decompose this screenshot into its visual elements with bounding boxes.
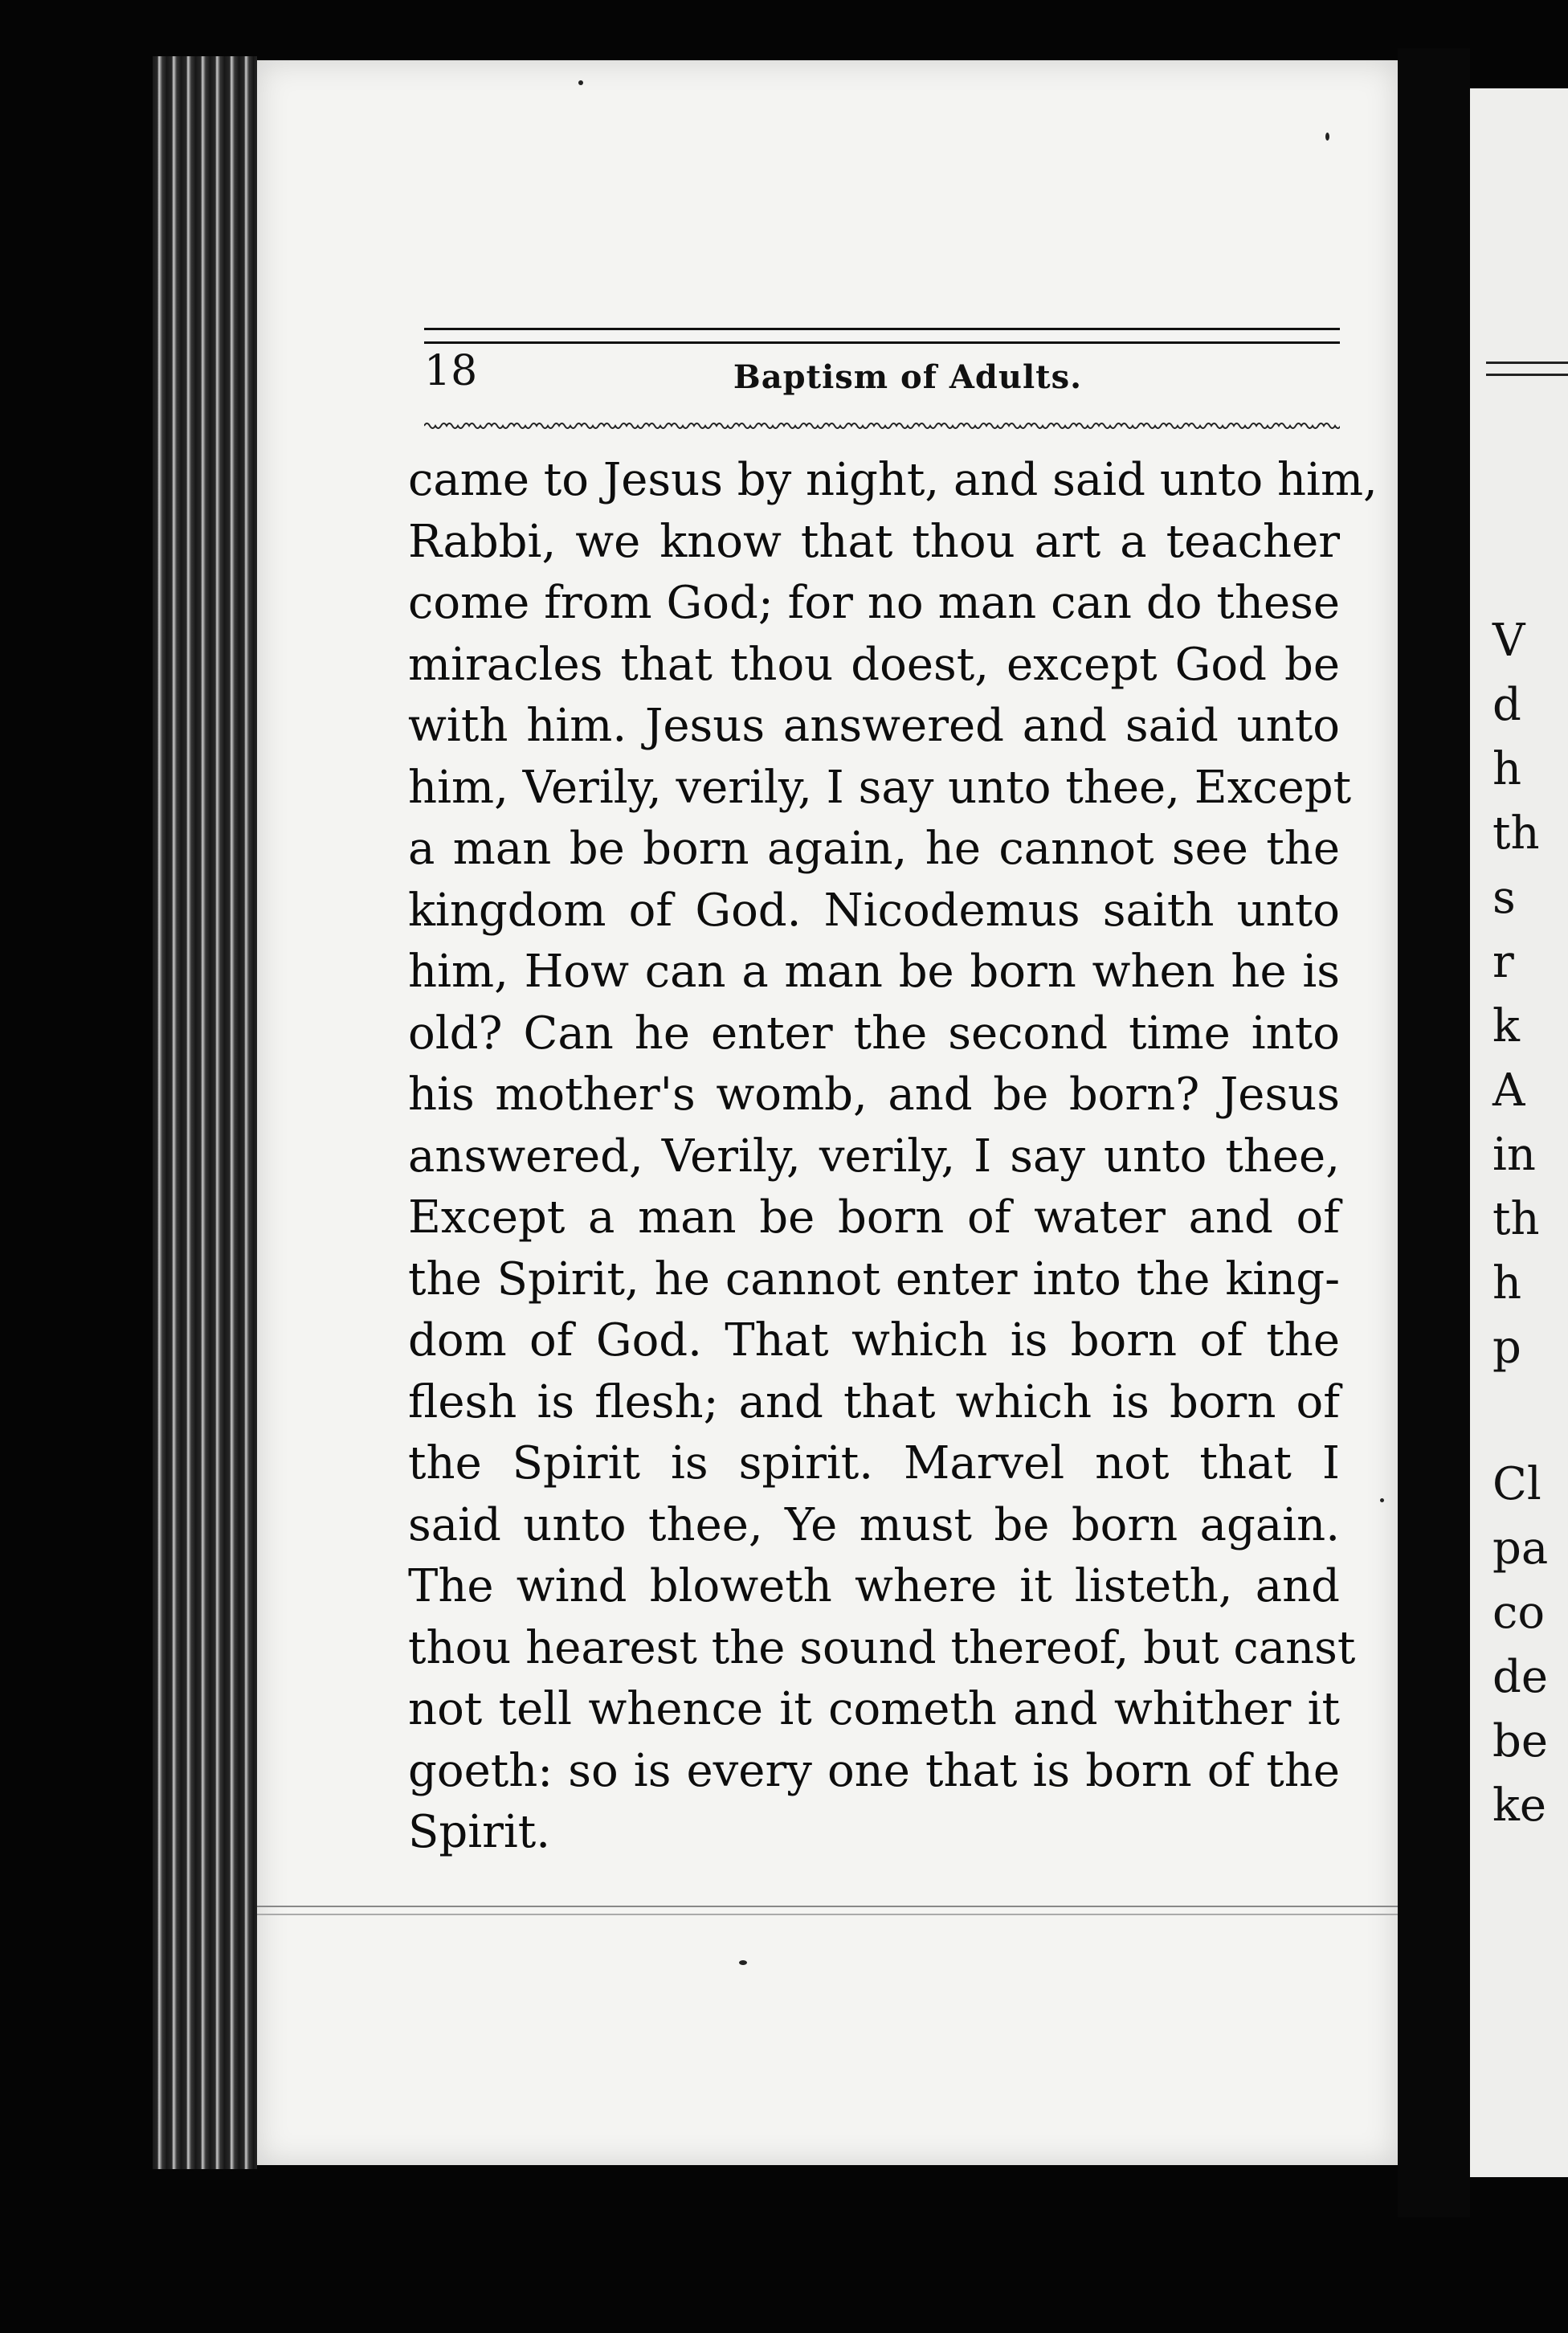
header-double-rule (424, 328, 1340, 344)
next-page-fragment: co (1492, 1587, 1546, 1639)
next-page-fragment: de (1492, 1651, 1548, 1703)
text-line: the Spirit is spirit. Marvel not that I (408, 1437, 1340, 1489)
text-line: The wind bloweth where it listeth, and (408, 1560, 1340, 1612)
text-line: him, Verily, verily, I say unto thee, Except (408, 761, 1352, 814)
ink-speck (1325, 133, 1329, 141)
text-line: said unto thee, Ye must be born again. (408, 1498, 1340, 1551)
text-line: not tell whence it cometh and whither it (408, 1683, 1340, 1735)
next-page-fragment: h (1492, 743, 1522, 795)
next-page-fragment: V (1492, 615, 1525, 667)
text-line: thou hearest the sound thereof, but canst (408, 1621, 1356, 1674)
text-line: with him. Jesus answered and said unto (408, 700, 1340, 752)
text-line: flesh is flesh; and that which is born of (408, 1375, 1340, 1428)
text-line: him, How can a man be born when he is (408, 946, 1340, 998)
text-line: kingdom of God. Nicodemus saith unto (408, 884, 1340, 937)
text-line: his mother's womb, and be born? Jesus (408, 1068, 1340, 1121)
next-page-fragment: th (1492, 807, 1540, 860)
next-page-fragment: ke (1492, 1779, 1547, 1832)
next-page-fragment: pa (1492, 1522, 1549, 1575)
text-line: Except a man be born of water and of (408, 1191, 1340, 1244)
text-line: old? Can he enter the second time into (408, 1007, 1340, 1060)
next-page-header-rule (1486, 362, 1568, 376)
next-page-fragment: p (1492, 1322, 1521, 1374)
book-gutter (1398, 48, 1470, 2217)
page-edges (153, 56, 257, 2169)
text-line: answered, Verily, verily, I say unto thee, (408, 1130, 1340, 1183)
page-number: 18 (424, 347, 478, 395)
wavy-rule (424, 419, 1340, 432)
text-line: Spirit. (408, 1806, 551, 1858)
next-page-sliver (1470, 88, 1568, 2177)
ink-speck (578, 80, 583, 85)
page-bottom-rule (257, 1906, 1398, 1915)
next-page-fragment: be (1492, 1715, 1548, 1767)
text-line: miracles that thou doest, except God be (408, 638, 1340, 691)
ink-speck (739, 1960, 747, 1965)
next-page-fragment: s (1492, 872, 1516, 924)
ink-speck (1380, 1498, 1384, 1502)
next-page-fragment: d (1492, 679, 1521, 731)
next-page-fragment: h (1492, 1257, 1522, 1310)
next-page-fragment: r (1492, 936, 1514, 988)
text-line: dom of God. That which is born of the (408, 1314, 1340, 1367)
text-line: goeth: so is every one that is born of the (408, 1744, 1340, 1797)
next-page-fragment: Cl (1492, 1458, 1541, 1510)
text-line: a man be born again, he cannot see the (408, 823, 1340, 875)
text-line: come from God; for no man can do these (408, 577, 1340, 629)
next-page-fragment: in (1492, 1129, 1536, 1181)
text-line: the Spirit, he cannot enter into the king- (408, 1252, 1340, 1305)
running-head: Baptism of Adults. (733, 358, 1083, 396)
next-page-fragment: k (1492, 1000, 1520, 1052)
next-page-fragment: th (1492, 1193, 1540, 1245)
text-line: came to Jesus by night, and said unto him, (408, 454, 1378, 506)
next-page-fragment: A (1492, 1064, 1525, 1117)
text-line: Rabbi, we know that thou art a teacher (408, 515, 1340, 568)
body-text (408, 450, 1378, 1864)
